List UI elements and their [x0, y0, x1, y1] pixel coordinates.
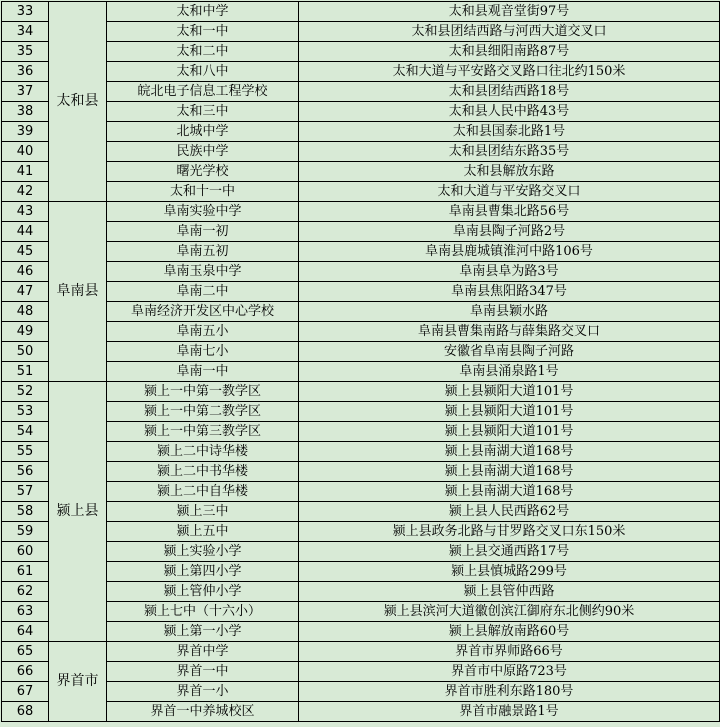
row-number: 63 [2, 602, 49, 622]
table-row [2, 82, 720, 102]
table-row [2, 262, 720, 282]
row-number: 42 [2, 182, 49, 202]
school-address: 阜南县阜为路3号 [299, 262, 720, 282]
row-number: 57 [2, 482, 49, 502]
row-number: 46 [2, 262, 49, 282]
row-number: 49 [2, 322, 49, 342]
school-address: 颍上县南湖大道168号 [299, 482, 720, 502]
school-address: 颍上县政务北路与甘罗路交叉口东150米 [299, 522, 720, 542]
table-row [2, 522, 720, 542]
row-number: 40 [2, 142, 49, 162]
school-address: 颍上县南湖大道168号 [299, 442, 720, 462]
school-address: 太和县解放东路 [299, 162, 720, 182]
school-name: 阜南五小 [107, 322, 299, 342]
school-address: 阜南县鹿城镇淮河中路106号 [299, 242, 720, 262]
school-address: 颍上县慎城路299号 [299, 562, 720, 582]
table-row [2, 162, 720, 182]
school-name: 颍上二中自华楼 [107, 482, 299, 502]
row-number: 33 [2, 2, 49, 22]
school-address: 太和县细阳南路87号 [299, 42, 720, 62]
row-number: 64 [2, 622, 49, 642]
row-number: 50 [2, 342, 49, 362]
school-address: 颍上县颍阳大道101号 [299, 402, 720, 422]
school-address: 太和大道与平安路交叉路口往北约150米 [299, 62, 720, 82]
school-address: 界首市融景路1号 [299, 702, 720, 722]
row-number: 35 [2, 42, 49, 62]
table-body [2, 2, 720, 722]
school-name: 阜南一初 [107, 222, 299, 242]
county-cell: 颍上县 [49, 382, 107, 642]
school-address: 界首市界师路66号 [299, 642, 720, 662]
row-number: 54 [2, 422, 49, 442]
row-number: 59 [2, 522, 49, 542]
table-row [2, 282, 720, 302]
school-name: 界首一中 [107, 662, 299, 682]
school-name: 颍上五中 [107, 522, 299, 542]
table-row [2, 662, 720, 682]
school-name: 阜南五初 [107, 242, 299, 262]
table-row [2, 342, 720, 362]
county-cell: 阜南县 [49, 202, 107, 382]
school-name: 民族中学 [107, 142, 299, 162]
school-name: 阜南实验中学 [107, 202, 299, 222]
row-number: 60 [2, 542, 49, 562]
school-address: 界首市胜利东路180号 [299, 682, 720, 702]
row-number: 34 [2, 22, 49, 42]
school-address: 颍上县管仲西路 [299, 582, 720, 602]
row-number: 68 [2, 702, 49, 722]
school-address: 太和县团结西路与河西大道交叉口 [299, 22, 720, 42]
school-name: 阜南二中 [107, 282, 299, 302]
school-address: 颍上县滨河大道徽创滨江御府东北侧约90米 [299, 602, 720, 622]
school-address: 太和县国泰北路1号 [299, 122, 720, 142]
table-row [2, 382, 720, 402]
row-number: 36 [2, 62, 49, 82]
row-number: 56 [2, 462, 49, 482]
school-name: 太和中学 [107, 2, 299, 22]
table-row [2, 62, 720, 82]
table-row [2, 402, 720, 422]
school-name: 阜南玉泉中学 [107, 262, 299, 282]
school-address: 阜南县涌泉路1号 [299, 362, 720, 382]
school-address: 阜南县陶子河路2号 [299, 222, 720, 242]
row-number: 38 [2, 102, 49, 122]
table-row [2, 322, 720, 342]
school-address: 太和县团结东路35号 [299, 142, 720, 162]
row-number: 52 [2, 382, 49, 402]
school-address: 太和大道与平安路交叉口 [299, 182, 720, 202]
county-cell: 太和县 [49, 2, 107, 202]
table-row [2, 122, 720, 142]
table-row [2, 482, 720, 502]
row-number: 61 [2, 562, 49, 582]
school-name: 界首一中养城校区 [107, 702, 299, 722]
table-row [2, 202, 720, 222]
table-row [2, 362, 720, 382]
table-row [2, 582, 720, 602]
row-number: 44 [2, 222, 49, 242]
school-name: 颍上一中第一教学区 [107, 382, 299, 402]
row-number: 39 [2, 122, 49, 142]
school-name: 颍上一中第三教学区 [107, 422, 299, 442]
school-name: 皖北电子信息工程学校 [107, 82, 299, 102]
school-name: 北城中学 [107, 122, 299, 142]
school-address-table [1, 1, 720, 722]
table-row [2, 682, 720, 702]
school-name: 阜南经济开发区中心学校 [107, 302, 299, 322]
school-name: 界首一小 [107, 682, 299, 702]
school-address: 颍上县颍阳大道101号 [299, 422, 720, 442]
table-row [2, 562, 720, 582]
school-name: 阜南七小 [107, 342, 299, 362]
table-row [2, 302, 720, 322]
school-address: 颍上县人民西路62号 [299, 502, 720, 522]
school-name: 颍上一中第二教学区 [107, 402, 299, 422]
table-row [2, 702, 720, 722]
school-name: 太和二中 [107, 42, 299, 62]
school-address: 颍上县解放南路60号 [299, 622, 720, 642]
row-number: 58 [2, 502, 49, 522]
school-address: 安徽省阜南县陶子河路 [299, 342, 720, 362]
row-number: 65 [2, 642, 49, 662]
table-row [2, 22, 720, 42]
table-row [2, 142, 720, 162]
table-row [2, 2, 720, 22]
county-cell: 界首市 [49, 642, 107, 722]
school-name: 颍上实验小学 [107, 542, 299, 562]
school-name: 曙光学校 [107, 162, 299, 182]
table-row [2, 622, 720, 642]
school-name: 太和八中 [107, 62, 299, 82]
table-row [2, 542, 720, 562]
row-number: 53 [2, 402, 49, 422]
table-row [2, 462, 720, 482]
row-number: 48 [2, 302, 49, 322]
school-address: 阜南县曹集南路与薛集路交叉口 [299, 322, 720, 342]
school-name: 太和十一中 [107, 182, 299, 202]
table-row [2, 182, 720, 202]
row-number: 55 [2, 442, 49, 462]
school-address: 太和县人民中路43号 [299, 102, 720, 122]
school-name: 颍上二中诗华楼 [107, 442, 299, 462]
school-address: 太和县观音堂街97号 [299, 2, 720, 22]
school-name: 颍上第四小学 [107, 562, 299, 582]
school-address: 阜南县焦阳路347号 [299, 282, 720, 302]
table-row [2, 642, 720, 662]
table-row [2, 242, 720, 262]
school-name: 颍上第一小学 [107, 622, 299, 642]
table-row [2, 42, 720, 62]
table-row [2, 502, 720, 522]
table-row [2, 422, 720, 442]
school-address: 颍上县交通西路17号 [299, 542, 720, 562]
school-address: 颍上县南湖大道168号 [299, 462, 720, 482]
table-row [2, 222, 720, 242]
school-name: 界首中学 [107, 642, 299, 662]
row-number: 47 [2, 282, 49, 302]
school-address: 阜南县曹集北路56号 [299, 202, 720, 222]
row-number: 67 [2, 682, 49, 702]
row-number: 37 [2, 82, 49, 102]
row-number: 41 [2, 162, 49, 182]
school-name: 颍上二中书华楼 [107, 462, 299, 482]
school-name: 太和三中 [107, 102, 299, 122]
school-address: 太和县团结西路18号 [299, 82, 720, 102]
school-address: 界首市中原路723号 [299, 662, 720, 682]
school-name: 太和一中 [107, 22, 299, 42]
school-name: 颍上管仲小学 [107, 582, 299, 602]
table-row [2, 602, 720, 622]
table-row [2, 442, 720, 462]
table-row [2, 102, 720, 122]
school-name: 颍上七中（十六小） [107, 602, 299, 622]
row-number: 45 [2, 242, 49, 262]
school-name: 阜南一中 [107, 362, 299, 382]
school-name: 颍上三中 [107, 502, 299, 522]
school-address: 颍上县颍阳大道101号 [299, 382, 720, 402]
row-number: 62 [2, 582, 49, 602]
school-address: 阜南县颖水路 [299, 302, 720, 322]
row-number: 66 [2, 662, 49, 682]
row-number: 43 [2, 202, 49, 222]
row-number: 51 [2, 362, 49, 382]
